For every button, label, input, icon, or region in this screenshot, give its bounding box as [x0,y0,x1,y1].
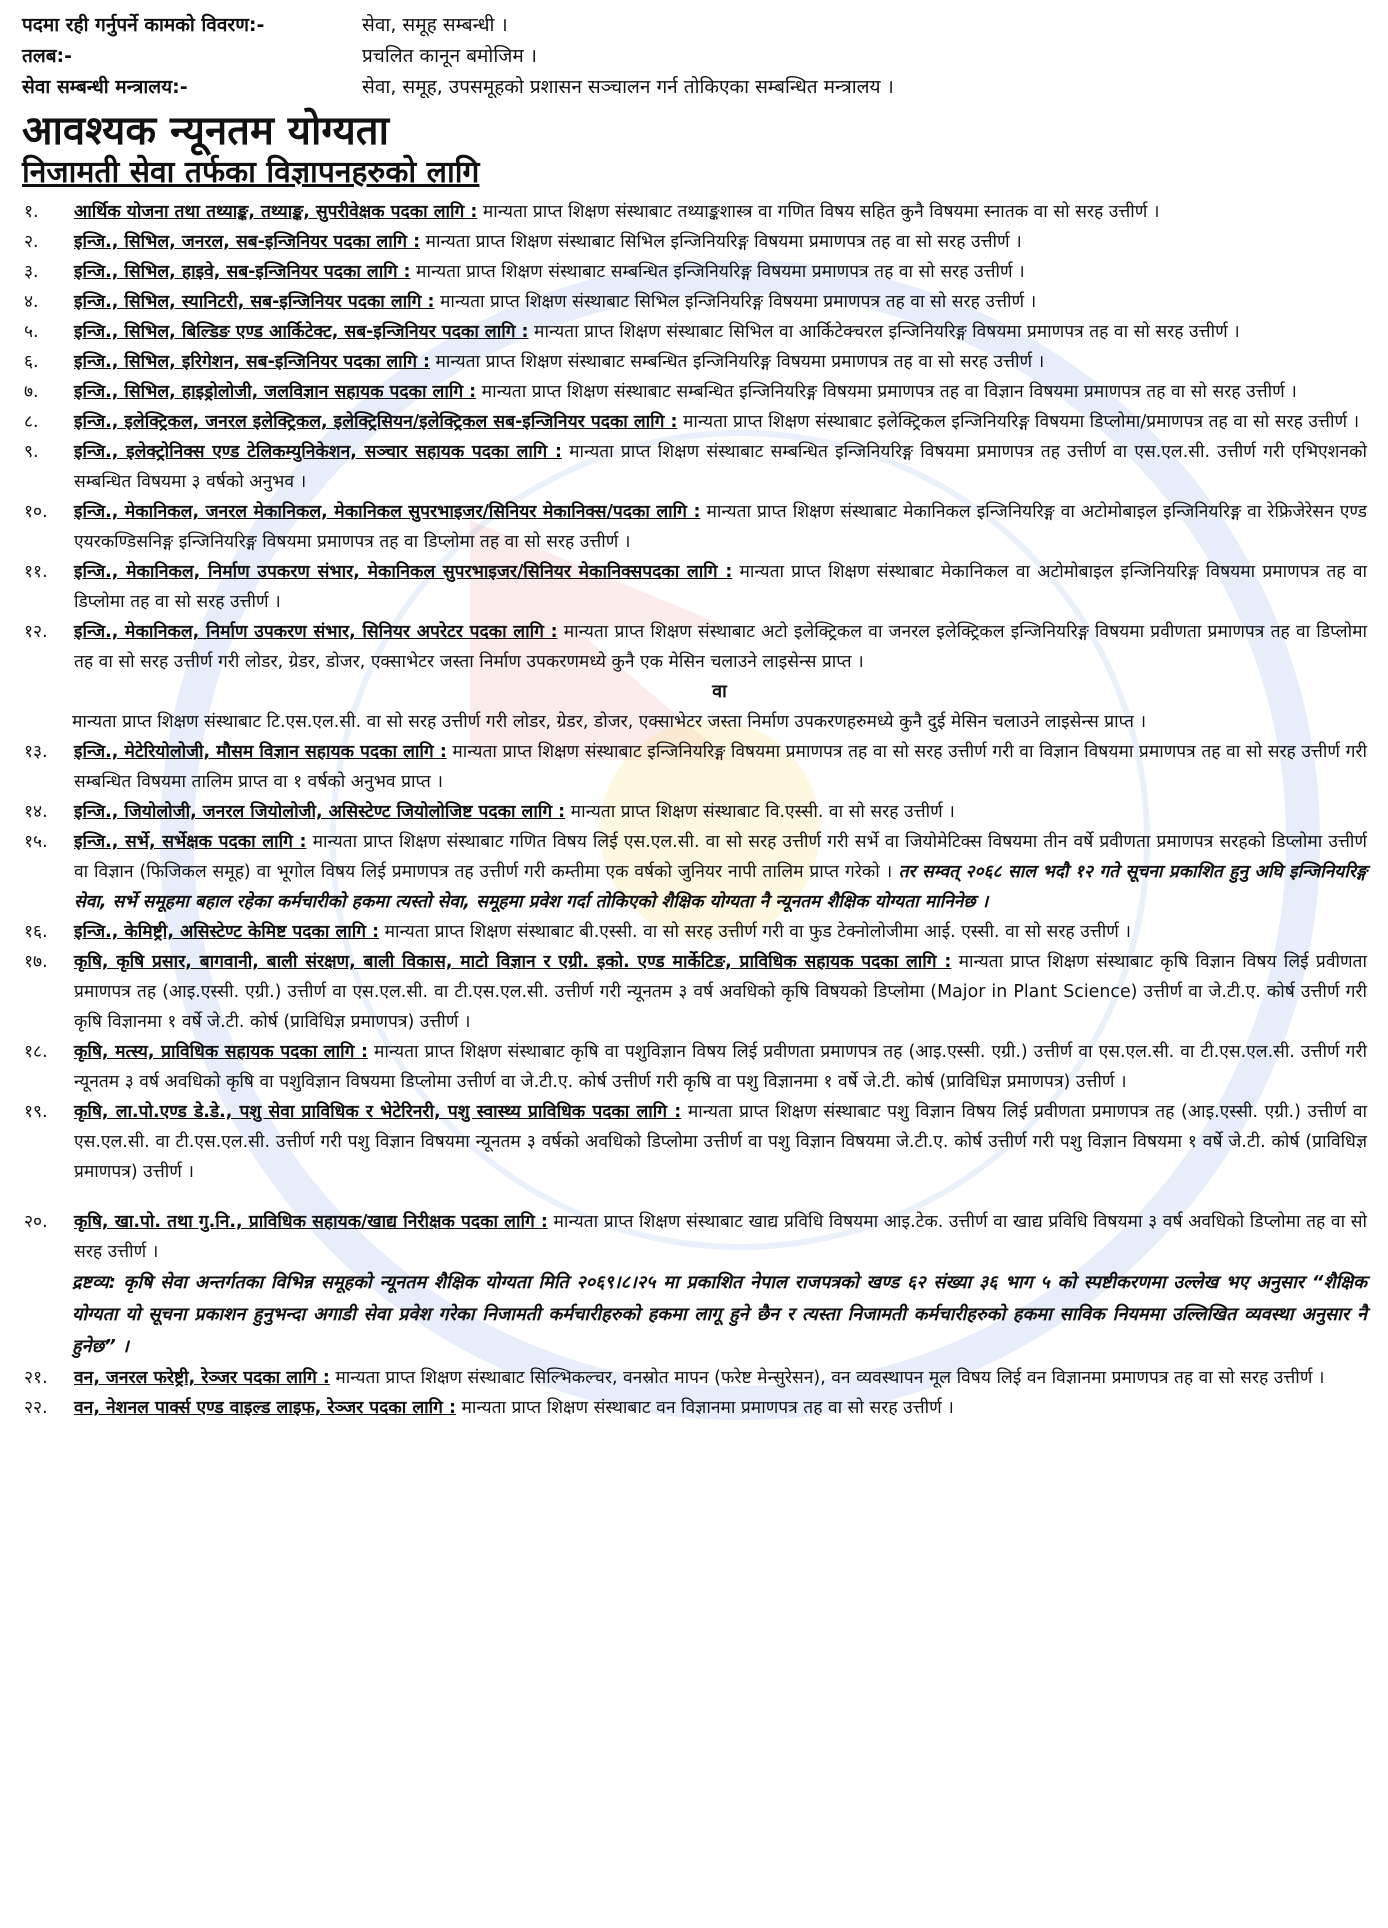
list-item [22,1393,1367,1423]
item-body [74,437,1367,497]
list-item [22,737,1367,797]
item-number: १३. [24,742,48,762]
item-title: इन्जि., सिभिल, बिल्डिङ एण्ड आर्किटेक्ट, सब-इन्जिनियर पदका लागि : [74,322,529,342]
item-text: मान्यता प्राप्त शिक्षण संस्थाबाट इलेक्ट्रिकल इन्जिनियरिङ्ग विषयमा डिप्लोमा/प्रमाणपत्र तह वा सो सरह उत्तीर्ण । [677,412,1360,432]
item-text: मान्यता प्राप्त शिक्षण संस्थाबाट सिल्भिकल्चर, वनस्रोत मापन (फरेष्ट मेन्सुरेसन), वन व्यवस्थापन मूल विषय लिई वन विज्ञानमा प्रमाणपत्र तह वा सो सरह उत्तीर्ण । [329,1368,1325,1388]
list-item [22,617,1367,677]
list-item [22,407,1367,437]
item-number: ५. [24,322,39,342]
item-title: कृषि, ला.पो.एण्ड डे.डे., पशु सेवा प्राविधिक र भेटेरिनरी, पशु स्वास्थ्य प्राविधिक पदका लागि : [74,1102,682,1122]
meta-row-ministry [22,72,1367,103]
item-number: ४. [24,292,39,312]
item-text: मान्यता प्राप्त शिक्षण संस्थाबाट खाद्य प्रविधि विषयमा आइ.टेक. उत्तीर्ण वा खाद्य प्रविधि विषयमा ३ वर्ष अवधिको डिप्लोमा तह वा सो सरह उत्तीर्ण । [74,1212,1367,1262]
item-number: १८. [24,1042,48,1062]
list-item [22,317,1367,347]
item-title: इन्जि., सिभिल, हाइड्रोलोजी, जलविज्ञान सहायक पदका लागि : [74,382,477,402]
item-title: इन्जि., मेकानिकल, निर्माण उपकरण संभार, सिनियर अपरेटर पदका लागि : [74,622,558,642]
item-extra-note: तर सम्वत् २०६८ साल भदौ १२ गते सूचना प्रकाशित हुनु अघि इन्जिनियरिङ्ग सेवा, सर्भे समूहमा बहाल रहेका कर्मचारीको हकमा त्यस्तो सेवा, समूहमा प्रवेश गर्दा तोकिएको शैक्षिक योग्यता नै न्यूनतम शैक्षिक योग्यता मानिनेछ । [74,862,1367,912]
list-item [22,437,1367,497]
meta-row-duties [22,10,1367,41]
list-item [22,557,1367,617]
meta-label: तलब:- [22,45,73,67]
item-text: मान्यता प्राप्त शिक्षण संस्थाबाट वि.एस्सी. वा सो सरह उत्तीर्ण । [565,802,955,822]
item-title: इन्जि., सिभिल, हाइवे, सब-इन्जिनियर पदका लागि : [74,262,411,282]
item-number: १६. [24,922,48,942]
item-body [74,317,1367,347]
item-number: २. [24,232,39,252]
item-number: १०. [24,502,48,522]
item-text: मान्यता प्राप्त शिक्षण संस्थाबाट सिभिल इन्जिनियरिङ्ग विषयमा प्रमाणपत्र तह वा सो सरह उत्तीर्ण । [434,292,1037,312]
page-subheading: निजामती सेवा तर्फका विज्ञापनहरुको लागि [22,155,480,190]
item-title: इन्जि., इलेक्ट्रोनिक्स एण्ड टेलिकम्युनिकेशन, सञ्चार सहायक पदका लागि : [74,442,562,462]
item-title: आर्थिक योजना तथा तथ्याङ्क, तथ्याङ्क, सुपरीवेक्षक पदका लागि : [74,202,478,222]
item-number: ६. [24,352,39,372]
item-body [74,377,1367,407]
item-number: १७. [24,952,48,972]
item-text: मान्यता प्राप्त शिक्षण संस्थाबाट सिभिल इन्जिनियरिङ्ग विषयमा प्रमाणपत्र तह वा सो सरह उत्तीर्ण । [420,232,1022,252]
list-item [22,257,1367,287]
item-number: २०. [24,1212,48,1232]
item-title: इन्जि., जियोलोजी, जनरल जियोलोजी, असिस्टेण्ट जियोलोजिष्ट पदका लागि : [74,802,566,822]
item-text: मान्यता प्राप्त शिक्षण संस्थाबाट मेकानिकल इन्जिनियरिङ्ग वा अटोमोबाइल इन्जिनियरिङ्ग वा रेफ्रिजेरेसन एण्ड एयरकण्डिसनिङ्ग इन्जिनियरिङ्ग विषयमा प्रमाणपत्र तह वा डिप्लोमा तह वा सो सरह उत्तीर्ण । [74,502,1367,552]
item-number: १९. [24,1102,48,1122]
item-body [74,1363,1367,1393]
item-body [74,1037,1367,1097]
item-text: मान्यता प्राप्त शिक्षण संस्थाबाट सम्बन्धित इन्जिनियरिङ्ग विषयमा प्रमाणपत्र तह उत्तीर्ण वा एस.एल.सी. उत्तीर्ण गरी एभिएशनको सम्बन्धित विषयमा ३ वर्षको अनुभव । [74,442,1367,492]
list-item [22,227,1367,257]
meta-value: सेवा, समूह सम्बन्धी । [362,14,508,36]
item-title: कृषि, मत्स्य, प्राविधिक सहायक पदका लागि : [74,1042,368,1062]
item-body [74,197,1367,227]
item-text: मान्यता प्राप्त शिक्षण संस्थाबाट कृषि वा पशुविज्ञान विषय लिई प्रवीणता प्रमाणपत्र तह (आइ.एस्सी. एग्री.) उत्तीर्ण वा एस.एल.सी. वा टी.एस.एल.सी. उत्तीर्ण गरी न्यूनतम ३ वर्ष अवधिको कृषि वा पशुविज्ञान विषयमा डिप्लोमा उत्तीर्ण वा जे.टी.ए. कोर्ष उत्तीर्ण गरी कृषि वा पशु विज्ञानमा १ वर्षे जे.टी. कोर्ष (प्राविधिज्ञ प्रमाणपत्र) उत्तीर्ण । [74,1042,1368,1092]
item-text: मान्यता प्राप्त शिक्षण संस्थाबाट अटो इलेक्ट्रिकल वा जनरल इलेक्ट्रिकल इन्जिनियरिङ्ग विषयमा प्रवीणता प्रमाणपत्र तह वा डिप्लोमा तह वा सो सरह उत्तीर्ण गरी लोडर, ग्रेडर, डोजर, एक्साभेटर जस्ता निर्माण उपकरणमध्ये कुनै एक मेसिन चलाउने लाइसेन्स प्राप्त । [74,622,1367,672]
item-number: २१. [24,1368,48,1388]
item-title: इन्जि., सिभिल, इरिगेशन, सब-इन्जिनियर पदका लागि : [74,352,430,372]
item-title: इन्जि., सिभिल, जनरल, सब-इन्जिनियर पदका लागि : [74,232,421,252]
list-item [22,797,1367,827]
item-number: १५. [24,832,48,852]
item-body [74,1393,1367,1423]
item-title: इन्जि., केमिष्ट्री, असिस्टेण्ट केमिष्ट पदका लागि : [74,922,380,942]
item-number: १२. [24,622,48,642]
item-body [74,737,1367,797]
item-body [74,1207,1367,1267]
item-text: मान्यता प्राप्त शिक्षण संस्थाबाट तथ्याङ्कशास्त्र वा गणित विषय सहित कुनै विषयमा स्नातक वा सो सरह उत्तीर्ण । [477,202,1160,222]
list-item [22,197,1367,227]
list-item [22,1037,1367,1097]
item-number: २२. [24,1398,48,1418]
meta-label: पदमा रही गर्नुपर्ने कामको विवरण:- [22,14,265,36]
meta-row-salary [22,41,1367,72]
list-item [22,377,1367,407]
list-item [22,1363,1367,1393]
item-body [74,497,1367,557]
list-item [22,1207,1367,1267]
item-number: १४. [24,802,48,822]
agriculture-note: द्रष्टव्य: कृषि सेवा अन्तर्गतका विभिन्न समूहको न्यूनतम शैक्षिक योग्यता मिति २०६९।८।२५ मा प्रकाशित नेपाल राजपत्रको खण्ड ६२ संख्या ३६ भाग ५ को स्पष्टीकरणमा उल्लेख भए अनुसार “शैक्षिक योग्यता यो सूचना प्रकाशन हुनुभन्दा अगाडी सेवा प्रवेश गरेका निजामती कर्मचारीहरुको हकमा लागू हुने छैन र त्यस्ता निजामती कर्मचारीहरुको हकमा साविक नियममा उल्लिखित व्यवस्था अनुसार नै हुनेछ” । [72,1272,1367,1357]
item-text: मान्यता प्राप्त शिक्षण संस्थाबाट सिभिल वा आर्किटेक्चरल इन्जिनियरिङ्ग विषयमा प्रमाणपत्र तह वा सो सरह उत्तीर्ण । [528,322,1240,342]
item-title: इन्जि., मेकानिकल, निर्माण उपकरण संभार, मेकानिकल सुपरभाइजर/सिनियर मेकानिक्सपदका लागि : [74,562,733,582]
item-body [74,917,1367,947]
item-title: कृषि, खा.पो. तथा गु.नि., प्राविधिक सहायक/खाद्य निरीक्षक पदका लागि : [74,1212,548,1232]
item-number: ३. [24,262,39,282]
item-body [74,947,1367,1037]
document-content [22,10,1367,1423]
item-body [74,407,1367,437]
list-item [22,917,1367,947]
item-number: १. [24,202,39,222]
item-body [74,287,1367,317]
spacer [22,1187,1367,1207]
item-title: वन, जनरल फरेष्ट्री, रेञ्जर पदका लागि : [74,1368,330,1388]
item-text: मान्यता प्राप्त शिक्षण संस्थाबाट सम्बन्धित इन्जिनियरिङ्ग विषयमा प्रमाणपत्र तह वा सो सरह उत्तीर्ण । [410,262,1025,282]
or-separator: वा [712,681,727,702]
item-body [74,227,1367,257]
meta-value: प्रचलित कानून बमोजिम । [362,45,537,67]
item-text: मान्यता प्राप्त शिक्षण संस्थाबाट सम्बन्धित इन्जिनियरिङ्ग विषयमा प्रमाणपत्र तह वा सो सरह उत्तीर्ण । [430,352,1045,372]
item-text: मान्यता प्राप्त शिक्षण संस्थाबाट इन्जिनियरिङ्ग विषयमा प्रमाणपत्र तह वा सो सरह उत्तीर्ण गरी वा विज्ञान विषयमा प्रमाणपत्र तह वा सो सरह उत्तीर्ण गरी सम्बन्धित विषयमा तालिम प्राप्त वा १ वर्षको अनुभव प्राप्त । [74,742,1367,792]
item-text: मान्यता प्राप्त शिक्षण संस्थाबाट कृषि विज्ञान विषय लिई प्रवीणता प्रमाणपत्र तह (आइ.एस्सी. एग्री.) उत्तीर्ण वा एस.एल.सी. वा टी.एस.एल.सी. उत्तीर्ण गरी न्यूनतम ३ वर्ष अवधिको कृषि विषयको डिप्लोमा (Major in Plant Science) उत्तीर्ण वा जे.टी.ए. कोर्ष उत्तीर्ण गरी कृषि विज्ञानमा १ वर्षे जे.टी. कोर्ष (प्राविधिज्ञ प्रमाणपत्र) उत्तीर्ण । [74,952,1367,1032]
list-item [22,827,1367,917]
item-body [74,257,1367,287]
item-body [74,797,1367,827]
item-12-alternative: मान्यता प्राप्त शिक्षण संस्थाबाट टि.एस.एल.सी. वा सो सरह उत्तीर्ण गरी लोडर, ग्रेडर, डोजर, एक्साभेटर जस्ता निर्माण उपकरणहरुमध्ये कुनै दुई मेसिन चलाउने लाइसेन्स प्राप्त । [72,712,1147,732]
item-text: मान्यता प्राप्त शिक्षण संस्थाबाट पशु विज्ञान विषय लिई प्रवीणता प्रमाणपत्र तह (आइ.एस्सी. एग्री.) उत्तीर्ण वा एस.एल.सी. वा टी.एस.एल.सी. उत्तीर्ण गरी पशु विज्ञान विषयमा न्यूनतम ३ वर्षको अवधिको डिप्लोमा उत्तीर्ण वा पशु विज्ञान विषयमा जे.टी.ए. कोर्ष उत्तीर्ण गरी पशु विज्ञान विषयमा १ वर्षे जे.टी. कोर्ष (प्राविधिज्ञ प्रमाणपत्र) उत्तीर्ण । [74,1102,1367,1182]
item-body [74,617,1367,677]
list-item [22,1097,1367,1187]
item-title: इन्जि., मेकानिकल, जनरल मेकानिकल, मेकानिकल सुपरभाइजर/सिनियर मेकानिक्स/पदका लागि : [74,502,701,522]
list-item [22,497,1367,557]
item-body [74,557,1367,617]
qualification-list-b [22,737,1367,1267]
item-number: ९. [24,442,39,462]
item-title: इन्जि., सर्भे, सर्भेक्षक पदका लागि : [74,832,307,852]
item-title: इन्जि., मेटेरियोलोजी, मौसम विज्ञान सहायक पदका लागि : [74,742,447,762]
item-text: मान्यता प्राप्त शिक्षण संस्थाबाट गणित विषय लिई एस.एल.सी. वा सो सरह उत्तीर्ण गरी सर्भे वा जियोमेटिक्स विषयमा तीन वर्षे प्रवीणता प्रमाणपत्र सरहको डिप्लोमा उत्तीर्ण वा विज्ञान (फिजिकल समूह) वा भूगोल विषय लिई प्रमाणपत्र तह उत्तीर्ण गरी कम्तीमा एक वर्षको जुनियर नापी तालिम प्राप्त गरेको । [74,832,1367,882]
item-text: मान्यता प्राप्त शिक्षण संस्थाबाट बी.एस्सी. वा सो सरह उत्तीर्ण गरी वा फुड टेक्नोलोजीमा आई. एस्सी. वा सो सरह उत्तीर्ण । [379,922,1131,942]
item-body [74,347,1367,377]
item-text: मान्यता प्राप्त शिक्षण संस्थाबाट सम्बन्धित इन्जिनियरिङ्ग विषयमा प्रमाणपत्र तह वा विज्ञान विषयमा प्रमाणपत्र तह वा सो सरह उत्तीर्ण । [476,382,1297,402]
list-item [22,947,1367,1037]
item-text: मान्यता प्राप्त शिक्षण संस्थाबाट मेकानिकल वा अटोमोबाइल इन्जिनियरिङ्ग विषयमा प्रमाणपत्र तह वा डिप्लोमा तह वा सो सरह उत्तीर्ण । [74,562,1368,612]
meta-value: सेवा, समूह, उपसमूहको प्रशासन सञ्चालन गर्न तोकिएका सम्बन्धित मन्त्रालय । [362,76,894,98]
item-text: मान्यता प्राप्त शिक्षण संस्थाबाट वन विज्ञानमा प्रमाणपत्र तह वा सो सरह उत्तीर्ण । [455,1398,954,1418]
page-heading: आवश्यक न्यूनतम योग्यता [22,107,389,154]
item-title: कृषि, कृषि प्रसार, बागवानी, बाली संरक्षण, बाली विकास, माटो विज्ञान र एग्री. इको. एण्ड मार्केटिङ, प्राविधिक सहायक पदका लागि : [74,952,952,972]
item-title: इन्जि., इलेक्ट्रिकल, जनरल इलेक्ट्रिकल, इलेक्ट्रिसियन/इलेक्ट्रिकल सब-इन्जिनियर पदका लागि : [74,412,678,432]
item-body [74,1097,1367,1187]
item-title: वन, नेशनल पार्क्स एण्ड वाइल्ड लाइफ, रेञ्जर पदका लागि : [74,1398,456,1418]
item-number: ७. [24,382,39,402]
list-item [22,287,1367,317]
item-number: ८. [24,412,39,432]
qualification-list-a [22,197,1367,677]
list-item [22,347,1367,377]
meta-label: सेवा सम्बन्धी मन्त्रालय:- [22,76,188,98]
qualification-list-c [22,1363,1367,1423]
item-title: इन्जि., सिभिल, स्यानिटरी, सब-इन्जिनियर पदका लागि : [74,292,435,312]
item-number: ११. [24,562,48,582]
item-body [74,827,1367,917]
